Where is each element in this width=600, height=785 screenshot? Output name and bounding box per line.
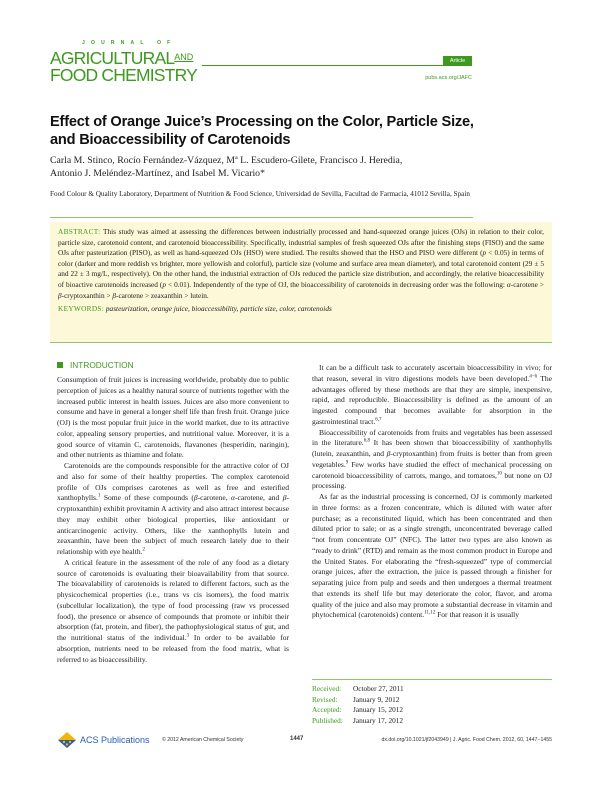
- acs-publications-text: ACS Publications: [80, 735, 150, 745]
- text-run: The advantages offered by these methods are that they are simple, inexpensive, rapid, and reproducible. Bioaccessibility is defined as the amount of an ingested compound that becomes available for absorption in the gastrointestinal tract.: [312, 373, 552, 426]
- text-run: p: [162, 279, 166, 289]
- text-run: -cryptoxanthin) exhibit provitamin A activity and also attract interest because they may exhibit other biological properties, like antioxidant or anticarcinogenic activity. Others, like the xanthophylls lutein and zeaxanthin, have been the subject of much research lately due to their relationship with eye health.: [57, 493, 289, 556]
- citation-ref[interactable]: 2: [142, 547, 146, 553]
- text-run: p: [482, 248, 487, 258]
- text-run: A critical feature in the assessment of the role of any food as a dietary source of carotenoids is evaluating their bioavailability from that source. The bioavalability of carotenoids is related to different factors, such as the physicochemical properties (i.e., trans vs cis isomers), the food matrix (subcellular localization), the type of food processing (raw vs processed food), the presence or absence of compounds that promote or inhibit their absorption (fat, protein, and fiber), the pathophysiological status of gut, and the nutritional status of the individual.: [57, 557, 289, 642]
- text-run: β: [282, 493, 287, 503]
- right-column: [312, 363, 552, 621]
- article-type-badge: Article: [443, 56, 472, 66]
- body-paragraph: [57, 558, 289, 666]
- text-run: < 0.05) in terms of color (darker and more reddish vs brighter, more yellowish and colorful), particle size (volume and surface area mean diameter), and total carotenoid content (29 ± 5 and 22 ± 3 mg/L, respectively). On the other hand, the industrial extraction of OJs reduced the particle size distribution, and accordingly, the relative bioaccessibility of bioactive carotenoids increased (: [58, 248, 545, 289]
- text-run: but none on OJ processing.: [312, 470, 553, 491]
- journal-logo-and: AND: [174, 52, 194, 62]
- date-revised: [312, 695, 404, 706]
- citation-ref[interactable]: 9: [345, 460, 349, 466]
- text-run: β: [193, 493, 198, 503]
- date-value: October 27, 2011: [353, 684, 404, 693]
- abstract-body: [58, 227, 544, 300]
- journal-logo-agricultural: AGRICULTURAL: [50, 48, 175, 68]
- text-run: It has been shown that bioaccessibility of xanthophylls (lutein, zeaxanthin, and: [312, 438, 552, 458]
- text-run: -carotene > zeaxanthin > lutein.: [116, 290, 209, 300]
- date-accepted: [312, 705, 404, 716]
- text-run: Few works have studied the effect of mechanical processing on carotenoid bioaccessibility of carrots, mango, and tomatoes,: [312, 459, 552, 480]
- text-run: Consumption of fruit juices is increasing worldwide, probably due to public perception of juices as a healthy natural source of nutrients together with the increased public interest in health issues. Juices are also more convenient to consume and have in general a longer shelf life than fresh fruit. Orange juice (OJ) is the most popular fruit juice in the world market, due to its attractive color, appealing sensory properties, and nutritional value. Moreover, it is a good source of vitamin C, carotenoids, flavanones (hesperidin, naringin), and other nutrients as thiamine and folate.: [57, 375, 289, 460]
- abstract-box: [50, 222, 552, 343]
- body-paragraph: [57, 461, 289, 558]
- citation-ref[interactable]: 1: [97, 493, 101, 499]
- body-paragraph: [57, 375, 289, 461]
- authors-line-2: Antonio J. Meléndez-Martínez, and Isabel M. Vicario*: [50, 167, 265, 179]
- header-rule: [202, 65, 472, 66]
- text-run: This study was aimed at assessing the differences between industrially processed and hand-squeezed orange juices (OJs) in relation to their color, particle size, carotenoid content, and carotenoid bioaccessibility. Specifically, industrial samples of fresh squeezed OJs after the finishing steps (FISO) and the same OJs after pasteurization (PISO), as well as hand-squeezed OJs (HSO) were studied. The results showed that the HSO and PISO were different (: [58, 227, 544, 258]
- citation-doi-link[interactable]: dx.doi.org/10.1021/jf2043949 | J. Agric. Food Chem. 2012, 60, 1447−1455: [381, 737, 552, 743]
- journal-url-link[interactable]: pubs.acs.org/JAFC: [425, 75, 472, 81]
- text-run: -cryptoxanthin >: [61, 290, 113, 300]
- abstract-label: ABSTRACT:: [58, 227, 101, 236]
- section-bullet-icon: [57, 362, 63, 368]
- text-run: α: [231, 493, 235, 503]
- article-title: Effect of Orange Juice’s Processing on the Color, Particle Size, and Bioaccessibility of Carotenoids: [50, 114, 474, 148]
- keywords-list: pasteurization, orange juice, bioaccessibility, particle size, color, carotenoids: [105, 304, 332, 314]
- keywords: [58, 304, 544, 315]
- journal-logo-prefix: JOURNAL OF: [82, 40, 177, 46]
- date-label: Received:: [312, 684, 342, 693]
- text-run: -carotene, and: [234, 493, 283, 503]
- author-list: [50, 155, 490, 180]
- affiliation: Food Colour & Quality Laboratory, Department of Nutrition & Food Science, Universidad de Sevilla, Facultad de Farmacia, 41012 Sevilla, Spain: [50, 190, 470, 198]
- citation-ref[interactable]: 4−6: [529, 374, 538, 380]
- text-run: -carotene >: [510, 279, 544, 289]
- text-run: It can be a difficult task to accurately ascertain bioaccessibility in vivo; for that reason, several in vitro digestions models have been developed.: [312, 363, 552, 383]
- text-run: β: [58, 290, 62, 300]
- text-run: In order to be available for absorption, nutrients need to be released from the food matrix, what is referred to as bioaccessibility.: [57, 633, 289, 664]
- text-run: β: [112, 290, 117, 300]
- date-label: Accepted:: [312, 705, 342, 715]
- title-divider: [50, 217, 473, 218]
- text-run: Carotenoids are the compounds responsible for the attractive color of OJ and also for some of their healthy properties. The complex carotenoid profile of OJs comprises carotenes as well as free and esterified xanthophylls.: [57, 461, 289, 503]
- authors-line-1: Carla M. Stinco, Rocío Fernández-Vázquez, Mª L. Escudero-Gilete, Francisco J. Heredia,: [50, 155, 403, 166]
- abstract-text: [58, 227, 544, 301]
- date-value: January 15, 2012: [353, 705, 404, 715]
- date-received: [312, 684, 404, 695]
- citation-ref[interactable]: 6,8: [363, 438, 370, 444]
- keywords-label: KEYWORDS:: [58, 304, 105, 314]
- citation-ref[interactable]: 11,12: [424, 610, 436, 616]
- text-run: β: [386, 449, 391, 458]
- date-label: Revised:: [312, 694, 338, 704]
- publication-dates: [312, 684, 404, 726]
- date-value: January 9, 2012: [353, 694, 400, 704]
- text-run: -carotene,: [197, 493, 232, 503]
- citation-ref[interactable]: 10: [496, 470, 502, 476]
- text-run: -cryptoxanthin) from fruits is better than from green vegetables.: [312, 449, 553, 469]
- text-run: For that reason it is usually: [435, 610, 520, 620]
- section-heading-text: INTRODUCTION: [70, 360, 134, 370]
- text-run: α: [506, 279, 511, 289]
- text-run: Bioaccessibility of carotenoids from fruits and vegetables has been assessed in the literature.: [312, 427, 552, 448]
- acs-publications-logo: [57, 731, 150, 749]
- body-paragraph: [312, 428, 552, 493]
- text-run: < 0.01). Independently of the type of OJ, the bioaccessibility of carotenoids in decreasing order was the following:: [166, 279, 507, 289]
- date-value: January 17, 2012: [353, 715, 404, 725]
- citation-ref[interactable]: 6,7: [375, 417, 382, 423]
- date-label: Published:: [312, 715, 343, 725]
- body-paragraph: [312, 492, 552, 621]
- acs-logo-icon: [57, 731, 77, 749]
- text-run: As far as the industrial processing is concerned, OJ is commonly marketed in three forms: as a frozen concentrate, which is diluted with water after purchase; as a reconstituted liquid, which has been concentrated and then diluted prior to sale; or as a single strength, unconcentrated beverage called “not from concentrate OJ” (NFC). The latter two types are also known as “ready to drink” (RTD) and remain as the most common product in Europe and the United States. For elaborating the “fresh-squeezed” type of commercial orange juices, after the extraction, the juice is passed through a finisher for separating juice from pulp and seeds and then undergoes a thermal treatment that extends its shelf life but may deteriorate the color, flavor, and aroma quality of the juice and also may promote a substantial decrease in vitamin and phytochemical (carotenoids) content.: [312, 492, 552, 620]
- date-published: [312, 716, 404, 727]
- copyright: © 2012 American Chemical Society: [162, 737, 244, 743]
- citation-ref[interactable]: 3: [186, 633, 190, 639]
- body-paragraph: [312, 363, 552, 428]
- page-number: 1447: [290, 736, 304, 742]
- section-heading-introduction: [57, 360, 134, 370]
- dates-divider: [312, 679, 552, 680]
- left-column: [57, 375, 289, 665]
- journal-logo-line2: FOOD CHEMISTRY: [50, 65, 197, 85]
- text-run: Some of these compounds (: [100, 493, 194, 503]
